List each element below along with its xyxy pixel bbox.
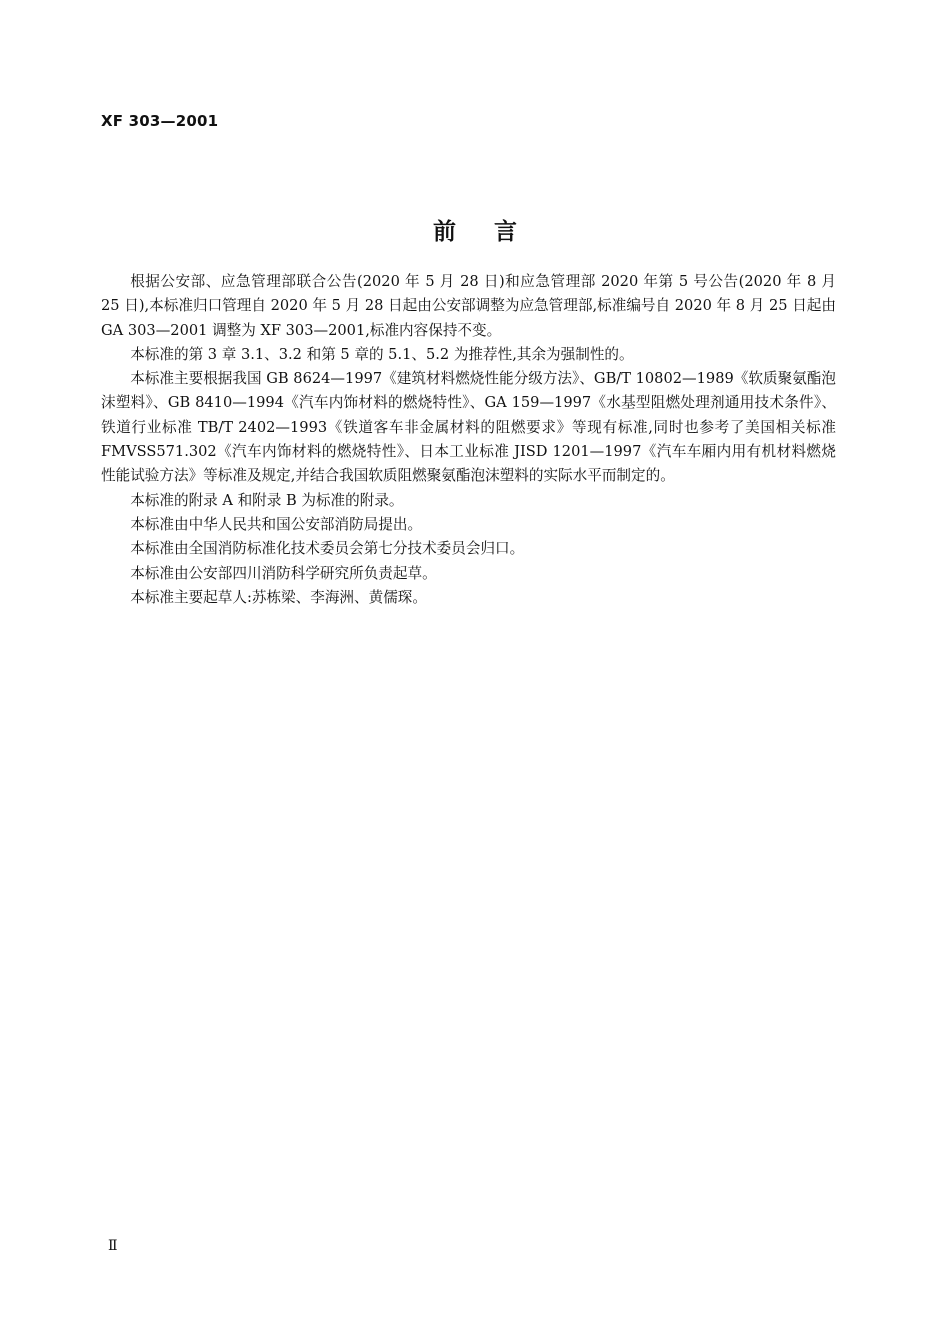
paragraph-recommended-clauses: 本标准的第 3 章 3.1、3.2 和第 5 章的 5.1、5.2 为推荐性,其余为强制性的。	[130, 345, 634, 363]
paragraph-under-jurisdiction: 本标准由全国消防标准化技术委员会第七分技术委员会归口。	[130, 540, 525, 558]
paragraph-references: 本标准主要根据我国 GB 8624—1997《建筑材料燃烧性能分级方法》、GB/T 10802—1989《软质聚氨酯泡沫塑料》、GB 8410—1994《汽车内饰材料的燃烧特性》、GA 159—1997《水基型阻燃处理剂通用技术条件》、铁道行业标准 TB/T 2402—1993《铁道客车非金属材料的阻燃要求》等现有标准,同时也参考了美国相关标准 FMVSS571.302《汽车内饰材料的燃烧特性》、日本工业标准 JISD 1201—1997《汽车车厢内用有机材料燃烧性能试验方法》等标准及规定,并结合我国软质阻燃聚氨酯泡沫塑料的实际水平而制定的。	[101, 370, 836, 485]
page-number: Ⅱ	[108, 1238, 118, 1254]
page-title: 前言	[433, 219, 555, 246]
paragraph-drafters: 本标准主要起草人:苏栋梁、李海洲、黄儒琛。	[130, 588, 427, 606]
paragraph-announcement: 根据公安部、应急管理部联合公告(2020 年 5 月 28 日)和应急管理部 2020 年第 5 号公告(2020 年 8 月 25 日),本标准归口管理自 2020 年 5 月 28 日起由公安部调整为应急管理部,标准编号自 2020 年 8 月 25 日起由 GA 303—2001 调整为 XF 303—2001,标准内容保持不变。	[101, 273, 836, 339]
foreword-body	[101, 270, 836, 610]
paragraph-appendices: 本标准的附录 A 和附录 B 为标准的附录。	[130, 491, 404, 509]
paragraph-drafted-by: 本标准由公安部四川消防科学研究所负责起草。	[130, 564, 437, 582]
paragraph-proposed-by: 本标准由中华人民共和国公安部消防局提出。	[130, 515, 423, 533]
document-code: XF 303—2001	[101, 112, 219, 130]
